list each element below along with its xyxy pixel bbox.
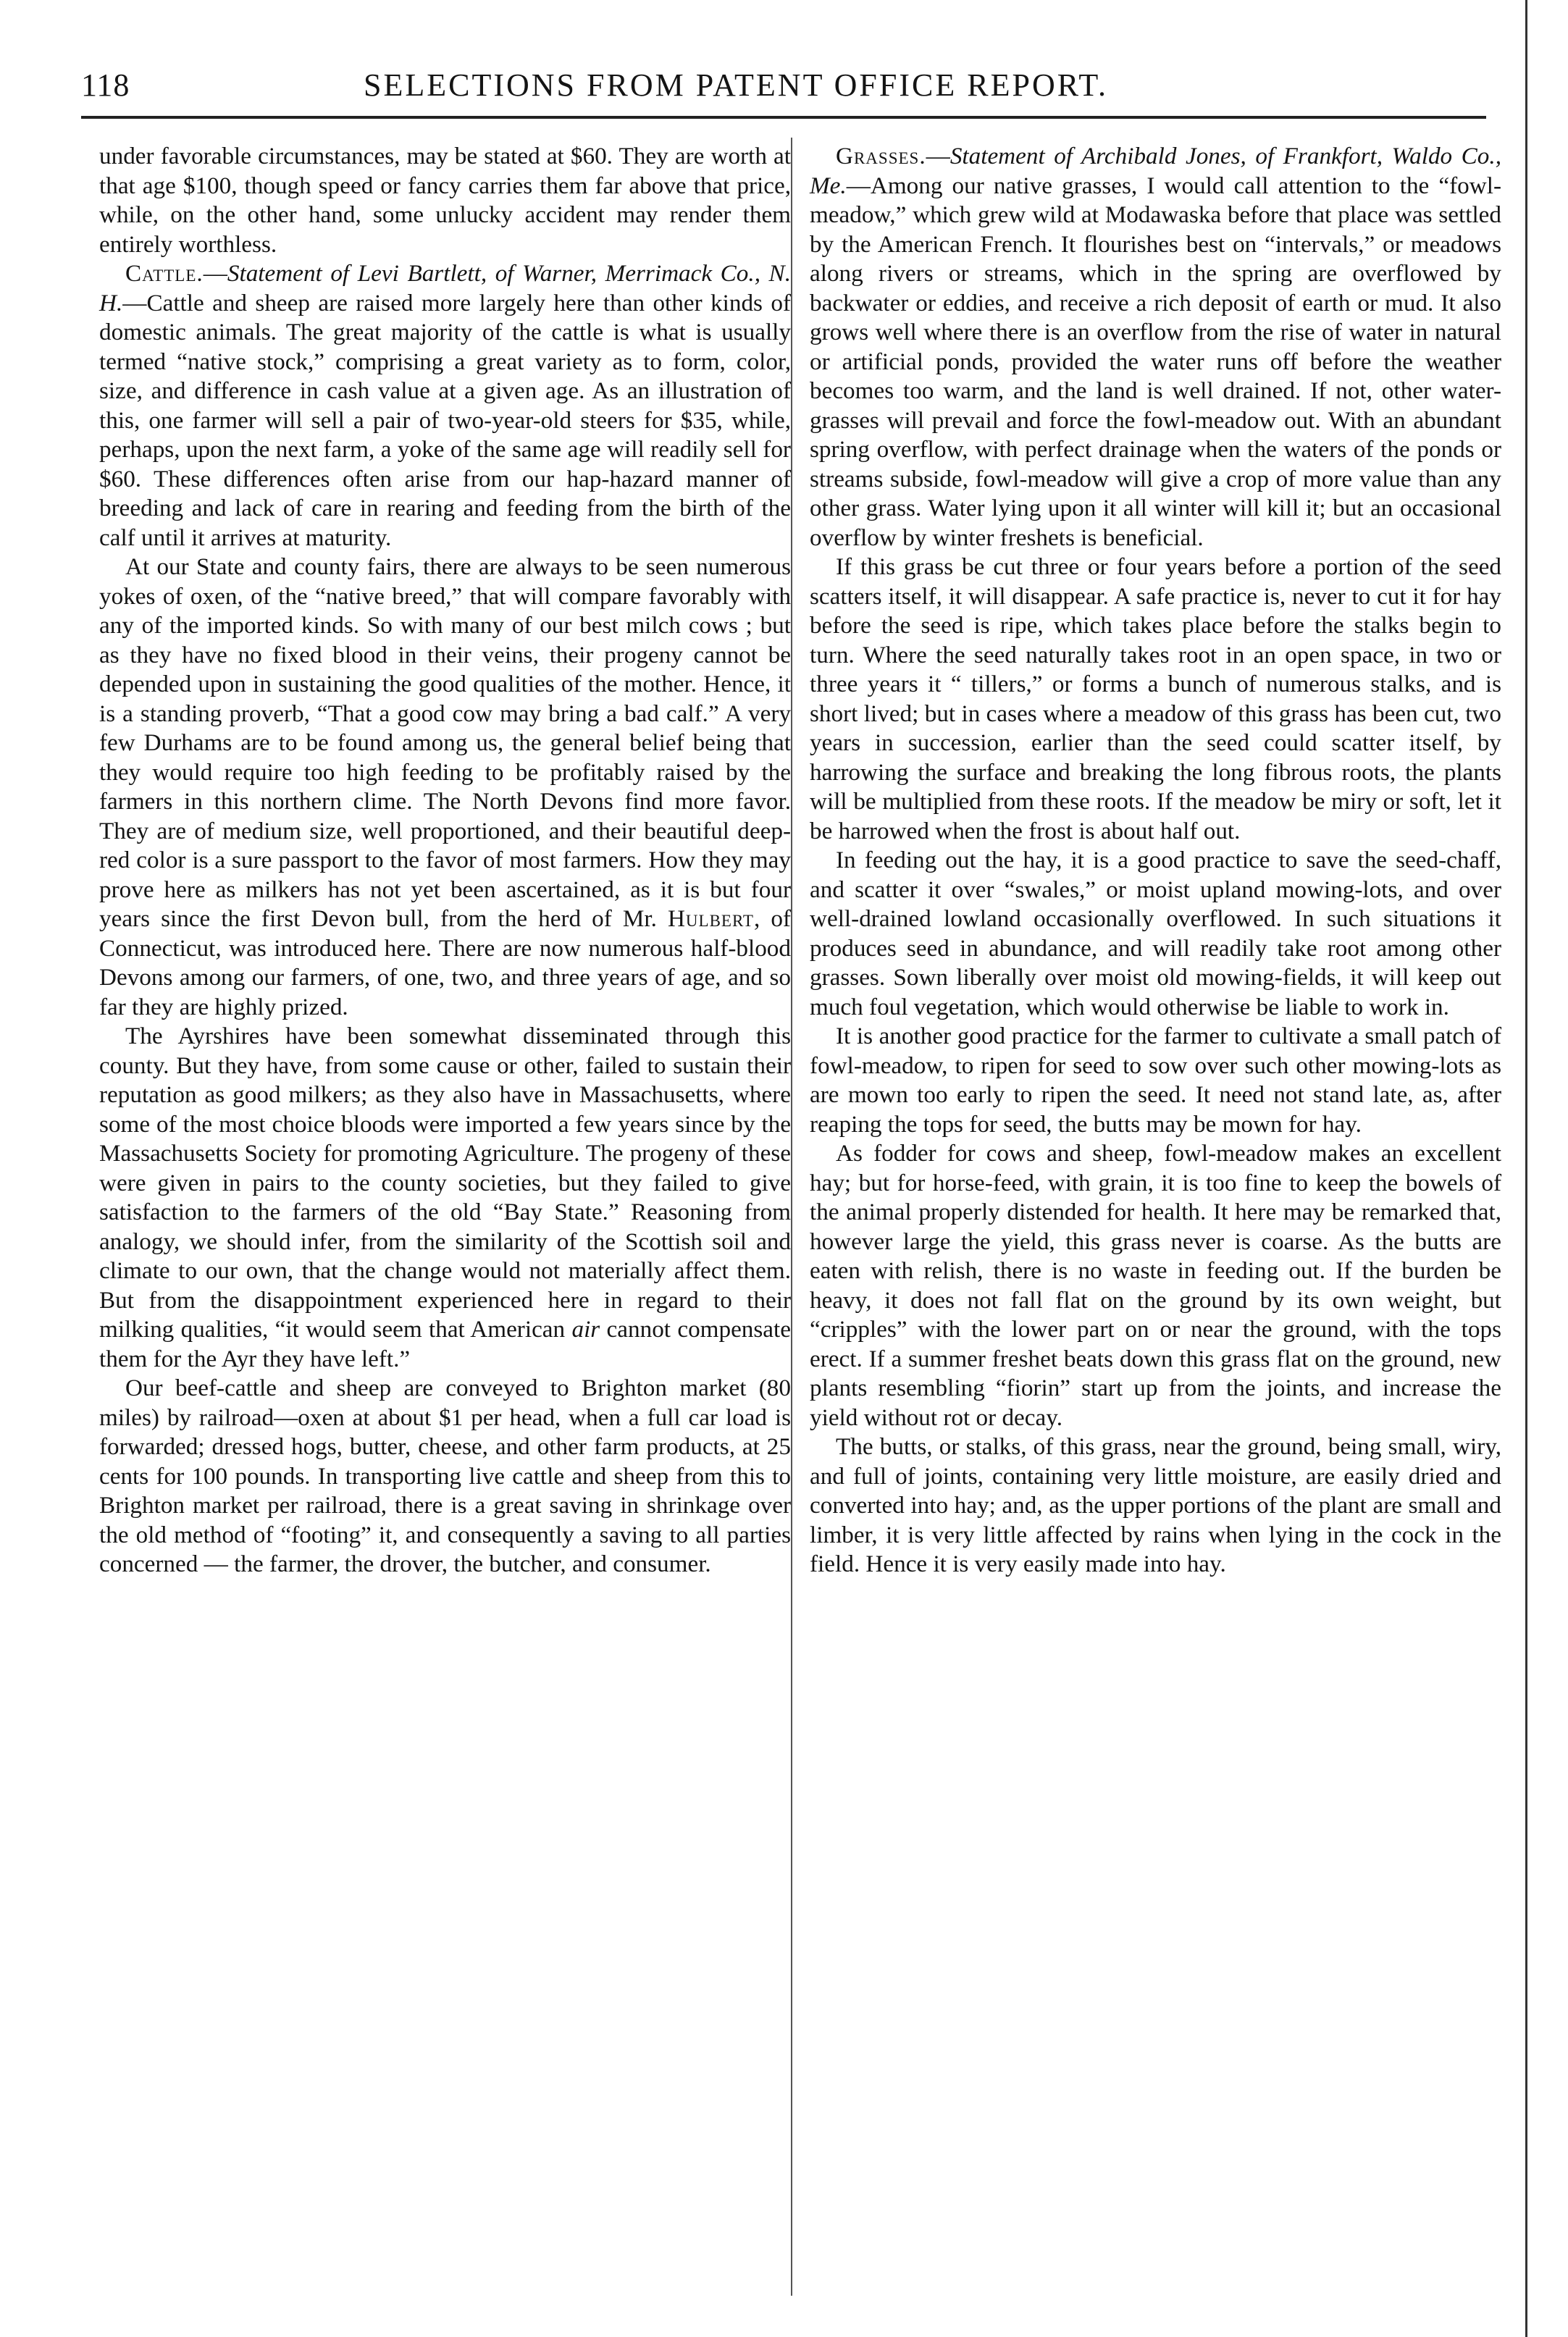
header-rule — [81, 116, 1486, 119]
section-heading-grasses: Grasses. — [836, 143, 926, 169]
paragraph-text: The Ayrshires have been somewhat disseminated through this county. But they have, from some cause or other, failed to sustain their reputation as good milkers; as they also have in Massachusetts, where some of the most choice bloods were imported a few years since by the Massachusetts Society for promoting Agriculture. The progeny of these were given in pairs to the county societies, but they failed to give satisfaction to the farmers of the old “Bay State.” Reasoning from analogy, we should infer, from the similarity of the Scottish soil and climate to our own, that the change would not materially affect them. But from the disappointment experienced here in regard to their milking qualities, “it would seem that American — [99, 1023, 791, 1343]
paragraph-cattle-statement — [99, 259, 791, 553]
section-heading-cattle: Cattle. — [125, 260, 204, 287]
paragraph-cultivate-patch: It is another good practice for the farmer to cultivate a small patch of fowl-meadow, to ripen for seed to sow over such other mowing-lots as are mown too early to ripen the seed. It need not stand late, as, after reaping the tops for seed, the butts may be mown for hay. — [810, 1023, 1501, 1138]
paragraph-feeding-hay: In feeding out the hay, it is a good practice to save the seed-chaff, and scatter it over “swales,” or moist upland mowing-lots, and over well-drained lowland occasionally overflowed. In such situations it produces seed in abundance, and will readily take root among other grasses. Sown liberally over moist old mowing-fields, it will keep out much foul vegetation, which would otherwise be liable to work in. — [810, 847, 1501, 1020]
heading-dash: — — [203, 260, 227, 287]
left-column — [99, 142, 791, 1579]
heading-dash: — — [926, 143, 950, 169]
right-column — [810, 142, 1501, 1579]
page-number: 118 — [81, 67, 130, 103]
statement-attribution: Statement of Levi Bartlett, of Warner, Merrimack Co., N. H. — [99, 260, 791, 316]
paragraph-text: , of Connecticut, was introduced here. There are now numerous half-blood Devons among our farmers, of one, two, and three years of age, and so far they are highly prized. — [99, 905, 791, 1020]
paragraph-brighton-market: Our beef-cattle and sheep are conveyed to Brighton market (80 miles) by railroad—oxen at about $1 per head, when a full car load is forwarded; dressed hogs, butter, cheese, and other farm products, at 25 cents for 100 pounds. In transporting live cattle and sheep from this to Brighton market per railroad, there is a great saving in shrinkage over the old method of “footing” it, and consequently a saving to all parties concerned — the farmer, the drover, the butcher, and consumer. — [99, 1375, 791, 1577]
paragraph-cutting-seed: If this grass be cut three or four years before a portion of the seed scatters itself, it will disappear. A safe practice is, never to cut it for hay before the seed is ripe, which takes place before the stalks begin to turn. Where the seed naturally takes root in an open space, in two or three years it “ tillers,” or forms a bunch of numerous stalks, and is short lived; but in cases where a meadow of this grass has been cut, two years in succession, earlier than the seed could scatter itself, by harrowing the surface and breaking the long fibrous roots, the plants will be multiplied from these roots. If the meadow be miry or soft, let it be harrowed when the frost is about half out. — [810, 553, 1501, 844]
page-edge-line — [1525, 0, 1527, 2337]
paragraph-butts-stalks: The butts, or stalks, of this grass, near the ground, being small, wiry, and full of joints, containing very little moisture, are easily dried and converted into hay; and, as the upper portions of the plant are small and limber, it is very little affected by rains when lying in the cock in the field. Hence it is very easily made into hay. — [810, 1433, 1501, 1577]
running-title: SELECTIONS FROM PATENT OFFICE REPORT. — [364, 67, 1109, 103]
paragraph-horses-continued: under favorable circumstances, may be stated at $60. They are worth at that age $100, though speed or fancy carries them far above that price, while, on the other hand, some unlucky accident may render them entirely worthless. — [99, 143, 791, 258]
paragraph-fairs-breeds — [99, 553, 791, 1022]
paragraph-text: cannot compensate them for the Ayr they have left.” — [99, 1316, 791, 1372]
running-header — [81, 67, 1522, 110]
paragraph-text: At our State and county fairs, there are always to be seen numerous yokes of oxen, of the “native breed,” that will compare favorably with any of the imported kinds. So with many of our best milch cows ; but as they have no fixed blood in their veins, their progeny cannot be depended upon in sustaining the good qualities of the mother. Hence, it is a standing proverb, “That a good cow may bring a bad calf.” A very few Durhams are to be found among us, the general belief being that they would require too high feeding to be profitably raised by the farmers in this northern clime. The North Devons find more favor. They are of medium size, well proportioned, and their beautiful deep-red color is a sure passport to the favor of most farmers. How they may prove here as milkers has not yet been ascertained, as it is but four years since the first Devon bull, from the herd of Mr. — [99, 553, 791, 932]
statement-attribution: Statement of Archibald Jones, of Frankfort, Waldo Co., Me. — [810, 143, 1501, 199]
paragraph-body: —Among our native grasses, I would call attention to the “fowl-meadow,” which grew wild at Modawaska before that place was settled by the American French. It flourishes best on “intervals,” or meadows along rivers or streams, which in the spring are overflowed by backwater or eddies, and receive a rich deposit of earth or mud. It also grows well where there is an overflow from the rise of water in natural or artificial ponds, provided the water runs off before the weather becomes too warm, and the land is well drained. If not, other water-grasses will prevail and force the fowl-meadow out. With an abundant spring overflow, with perfect drainage when the waters of the ponds or streams subside, fowl-meadow will give a crop of more value than any other grass. Water lying upon it all winter will kill it; but an occasional overflow by winter freshets is beneficial. — [810, 172, 1501, 551]
paragraph-fodder: As fodder for cows and sheep, fowl-meadow makes an excellent hay; but for horse-feed, with grain, it is too fine to keep the bowels of the animal properly distended for health. It here may be remarked that, however large the yield, this grass never is coarse. As the butts are eaten with relish, there is no waste in feeding out. If the burden be heavy, it does not fall flat on the ground by its own weight, but “cripples” with the lower part on or near the ground, with the tops erect. If a summer freshet beats down this grass flat on the ground, new plants resembling “fiorin” start up from the joints, and increase the yield without rot or decay. — [810, 1140, 1501, 1431]
column-divider — [791, 138, 792, 2296]
paragraph-ayrshires — [99, 1022, 791, 1374]
person-name: Hulbert — [667, 905, 754, 932]
paragraph-grasses-statement — [810, 142, 1501, 553]
italic-word: air — [571, 1316, 600, 1343]
paragraph-body: —Cattle and sheep are raised more largely here than other kinds of domestic animals. The great majority of the cattle is what is usually termed “native stock,” comprising a great variety as to form, color, size, and difference in cash value at a given age. As an illustration of this, one farmer will sell a pair of two-year-old steers for $35, while, perhaps, upon the next farm, a yoke of the same age will readily sell for $60. These differences often arise from our hap-hazard manner of breeding and lack of care in rearing and feeding from the birth of the calf until it arrives at maturity. — [99, 289, 791, 551]
